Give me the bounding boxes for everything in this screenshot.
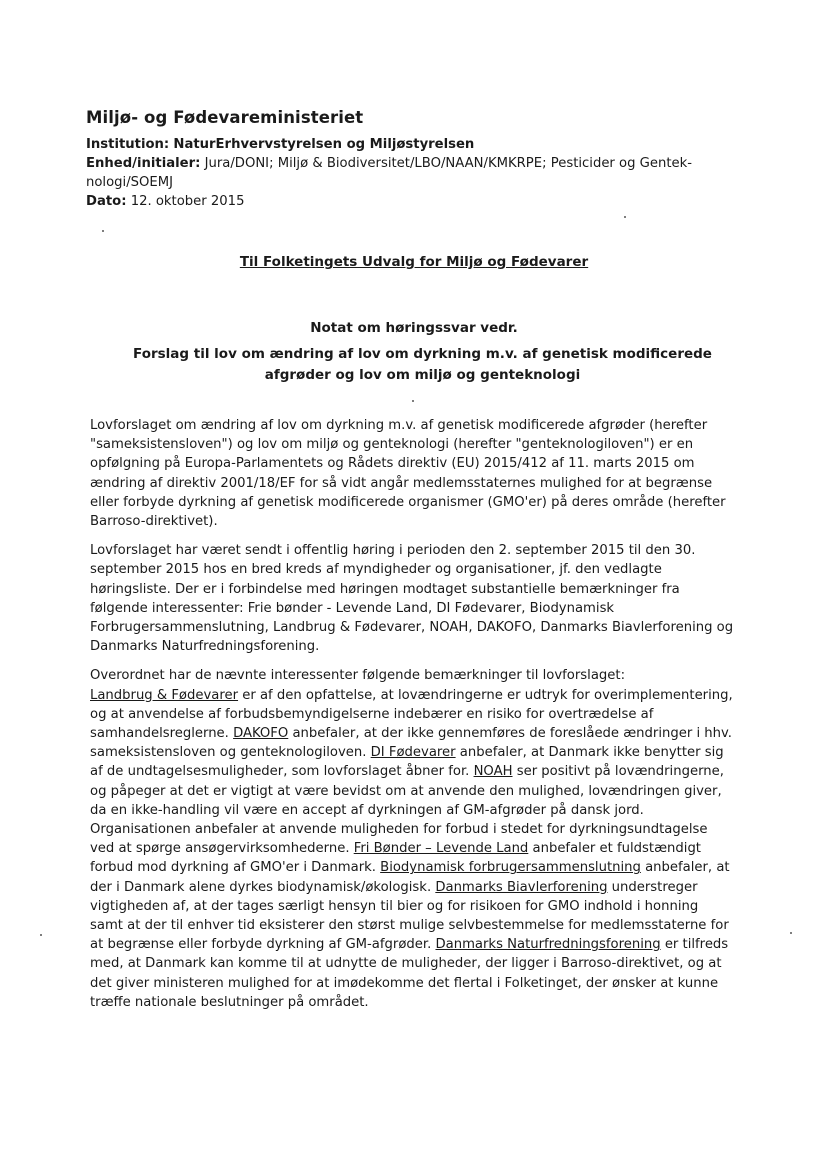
- document-body: [90, 416, 735, 1022]
- org-naturfredningsforening: Danmarks Naturfredningsforening: [435, 937, 661, 953]
- unit-line-cont: nologi/SOEMJ: [86, 175, 173, 190]
- org-biodynamisk: Biodynamisk forbrugersammenslutning: [380, 860, 641, 876]
- org-fri-boender: Fri Bønder – Levende Land: [353, 841, 529, 857]
- ministry-name: Miljø- og Fødevareministeriet: [86, 108, 364, 127]
- scan-speck: [624, 216, 626, 218]
- text-segment: anbefaler, at der i Danmark alene dyrkes biodynamisk/økologisk.: [90, 860, 730, 895]
- unit-line: [86, 154, 736, 173]
- text-segment: anbefaler, at Danmark ikke benytter sig af de undtagelsesmuligheder, som lovforslaget åbner for.: [90, 745, 724, 780]
- paragraph-3-intro: Overordnet har de nævnte interessenter følgende bemærkninger til lovforslaget:: [90, 668, 626, 684]
- addressee-text: Til Folketingets Udvalg for Miljø og Fødevarer: [239, 254, 589, 270]
- org-di-foedevarer: DI Fødevarer: [370, 745, 456, 761]
- scan-speck: [40, 934, 42, 936]
- org-noah: NOAH: [473, 764, 513, 780]
- scan-speck: [412, 400, 414, 402]
- org-biavlerforening: Danmarks Biavlerforening: [435, 879, 608, 895]
- text-segment: anbefaler et fuldstændigt forbud mod dyrkning af GMO'er i Danmark.: [90, 841, 701, 876]
- unit-label: Enhed/initialer:: [86, 156, 201, 171]
- paragraph-3: [90, 666, 735, 1012]
- notat-title: Notat om høringssvar vedr.: [310, 320, 518, 336]
- institution-label: Institution:: [86, 137, 170, 152]
- unit-value: Jura/DONI; Miljø & Biodiversitet/LBO/NAAN/KMKRPE; Pesticider og Gentek-: [204, 156, 693, 171]
- subject-title: Forslag til lov om ændring af lov om dyrkning m.v. af genetisk modificerede afgrøder og lov om miljø og genteknologi: [133, 346, 712, 383]
- scan-speck: [790, 932, 792, 934]
- document-metadata: [86, 135, 736, 211]
- institution-line: [86, 135, 736, 154]
- date-line: [86, 192, 736, 211]
- date-value: 12. oktober 2015: [130, 194, 245, 209]
- addressee-heading: [0, 254, 828, 270]
- date-label: Dato:: [86, 194, 127, 209]
- paragraph-1: Lovforslaget om ændring af lov om dyrkning m.v. af genetisk modificerede afgrøder (herefter "sameksistensloven") og lov om miljø og genteknologi (herefter "genteknologiloven") er en opfølgning på Europa-Parlamentets og Rådets direktiv (EU) 2015/412 af 11. marts 2015 om ændring af direktiv 2001/18/EF for så vidt angår medlemsstaternes mulighed for at begrænse eller forbyde dyrkning af genetisk modificerede organismer (GMO'er) på deres område (herefter Barroso-direktivet).: [90, 418, 726, 530]
- text-segment: understreger vigtigheden af, at der tages særligt hensyn til bier og for risikoen for GMO indhold i honning samt at der til enhver tid eksisterer den størst mulige selvbestemmelse for medlemsstaterne for at begrænse eller forbyde dyrkning af GM-afgrøder.: [90, 879, 729, 953]
- text-segment: er af den opfattelse, at lovændringerne er udtryk for overimplementering, og at anvendelse af forbudsbemyndigelserne indebærer en risiko for overtrædelse af samhandelsreglerne.: [90, 687, 733, 742]
- institution-value: NaturErhvervstyrelsen og Miljøstyrelsen: [173, 137, 475, 152]
- org-dakofo: DAKOFO: [233, 726, 289, 742]
- scan-speck: [102, 230, 104, 232]
- org-landbrug-foedevarer: Landbrug & Fødevarer: [90, 687, 239, 703]
- text-segment: anbefaler, at der ikke gennemføres de foreslåede ændringer i hhv. sameksistensloven og genteknologiloven.: [90, 726, 732, 761]
- text-segment: ser positivt på lovændringerne, og påpeger at det er vigtigt at være bevidst om at anvende den mulighed, lovændringen giver, da en ikke-handling vil være en accept af dyrkningen af GM-afgrøder på dansk jord. Organisationen anbefaler at anvende muligheden for forbud i stedet for dyrkningsundtagelse ved at spørge ansøgervirksomhederne.: [90, 764, 724, 857]
- paragraph-2: Lovforslaget har været sendt i offentlig høring i perioden den 2. september 2015 til den 30. september 2015 hos en bred kreds af myndigheder og organisationer, jf. den vedlagte høringsliste. Der er i forbindelse med høringen modtaget substantielle bemærkninger fra følgende interessenter: Frie bønder - Levende Land, DI Fødevarer, Biodynamisk Forbrugersammenslutning, Landbrug & Fødevarer, NOAH, DAKOFO, Danmarks Biavlerforening og Danmarks Naturfredningsforening.: [90, 543, 734, 655]
- text-segment: er tilfreds med, at Danmark kan komme til at udnytte de muligheder, der ligger i Barroso-direktivet, og at det giver ministeren mulighed for at imødekomme det flertal i Folketinget, der ønsker at kunne træffe nationale beslutninger på området.: [90, 937, 729, 1010]
